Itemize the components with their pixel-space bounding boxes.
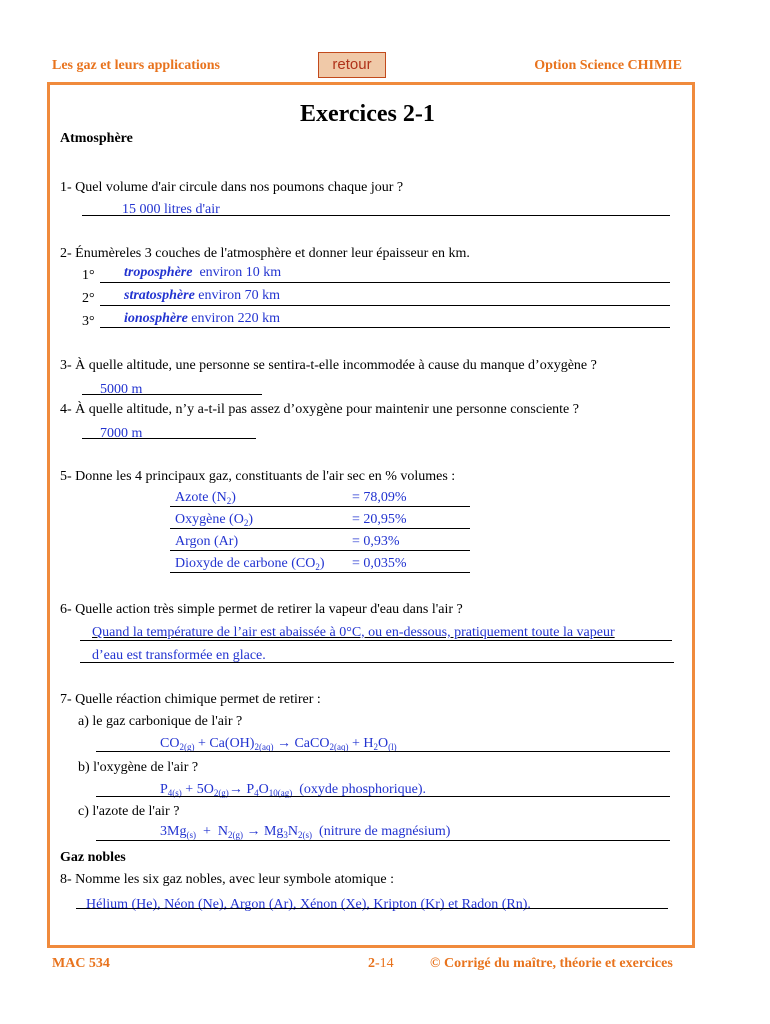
gas-name-nitrogen: Azote $(N_2)$ (175, 490, 236, 506)
question-7a: a) le gaz carbonique de l'air ? (78, 714, 243, 729)
retour-button[interactable]: retour (318, 52, 386, 78)
answer-8: Hélium (He), Néon (Ne), Argon (Ar), Xénon (Xe), Kripton (Kr) et Radon (Rn). (86, 897, 531, 912)
question-3: 3- À quelle altitude, une personne se sentira-t-elle incommodée à cause du manque d’oxygène ? (60, 358, 597, 373)
answer-4: 7000 m (100, 426, 143, 441)
question-7: 7- Quelle réaction chimique permet de retirer : (60, 692, 321, 707)
layer-number: 2° (82, 291, 95, 306)
answer-line (76, 908, 668, 909)
equation-7a: $CO_{2(g)} + Ca(OH)_{2(aq)}$ → CaCO$_{2(aq)}$ + $H_2O_{(l)}$ (160, 736, 397, 752)
question-7b: b) l'oxygène de l'air ? (78, 760, 199, 775)
section-atmosphere: Atmosphère (60, 131, 133, 146)
section-gaz-nobles: Gaz nobles (60, 850, 126, 865)
gas-value-oxygen: = 20,95% (352, 512, 407, 527)
answer-line (100, 327, 670, 328)
answer-line (96, 751, 670, 752)
question-4: 4- À quelle altitude, n’y a-t-il pas assez d’oxygène pour maintenir une personne consciente ? (60, 402, 579, 417)
layer-1-answer (124, 265, 281, 281)
answer-line (80, 662, 674, 663)
layer-number: 1° (82, 268, 95, 283)
gas-name-argon: Argon (Ar) (175, 534, 239, 549)
table-line (170, 528, 470, 529)
layer-value: environ 70 km (198, 288, 280, 303)
table-line (170, 506, 470, 507)
footer-course-code: MAC 534 (52, 956, 110, 971)
footer-page-number: 2-14 (368, 956, 394, 971)
footer-copyright: © Corrigé du maître, théorie et exercices (430, 956, 673, 971)
question-8: 8- Nomme les six gaz nobles, avec leur symbole atomique : (60, 872, 394, 887)
answer-line (100, 282, 670, 283)
header-right-title: Option Science CHIMIE (534, 58, 682, 73)
gas-value-nitrogen: = 78,09% (352, 490, 407, 505)
gas-name-oxygen: Oxygène $(O_2)$ (175, 512, 253, 528)
equation-7c: $3Mg_{(s)} + N_{2(g)} \to Mg_3N_{2(s)}$ (nitrure de magnésium) (160, 824, 451, 840)
layer-name: ionosphère (124, 311, 188, 326)
equation-7b: $P_{4(s)} + 5O_{2(g)}\to P_4O_{10(ag)}$ (oxyde phosphorique). (160, 782, 426, 798)
layer-name: troposphère (124, 265, 193, 280)
question-6: 6- Quelle action très simple permet de retirer la vapeur d'eau dans l'air ? (60, 602, 463, 617)
question-7c: c) l'azote de l'air ? (78, 804, 180, 819)
gas-value-argon: = 0,93% (352, 534, 400, 549)
question-5: 5- Donne les 4 principaux gaz, constituants de l'air sec en % volumes : (60, 469, 456, 484)
layer-value: environ 220 km (191, 311, 280, 326)
question-2: 2- Énumèreles 3 couches de l'atmosphère et donner leur épaisseur en km. (60, 246, 470, 261)
answer-3: 5000 m (100, 382, 143, 397)
layer-name: stratosphère (124, 288, 195, 303)
answer-line (100, 305, 670, 306)
answer-6-line1: Quand la température de l’air est abaissée à 0°C, ou en-dessous, pratiquement toute la vapeur (92, 625, 615, 640)
layer-number: 3° (82, 314, 95, 329)
answer-6-line2: d’eau est transformée en glace. (92, 648, 266, 663)
answer-line (96, 796, 670, 797)
layer-3-answer (124, 311, 280, 327)
answer-1: 15 000 litres d'air (122, 202, 220, 217)
page-title: Exercices 2-1 (300, 101, 435, 127)
answer-line (80, 640, 672, 641)
gas-value-co2: = 0,035% (352, 556, 407, 571)
question-1: 1- Quel volume d'air circule dans nos poumons chaque jour ? (60, 180, 404, 195)
table-line (170, 550, 470, 551)
header-left-title: Les gaz et leurs applications (52, 58, 220, 73)
table-line (170, 572, 470, 573)
layer-value: environ 10 km (199, 265, 282, 280)
layer-2-answer (124, 288, 280, 304)
answer-line (96, 840, 670, 841)
gas-name-co2: Dioxyde de carbone $(CO_2)$ (175, 556, 325, 572)
